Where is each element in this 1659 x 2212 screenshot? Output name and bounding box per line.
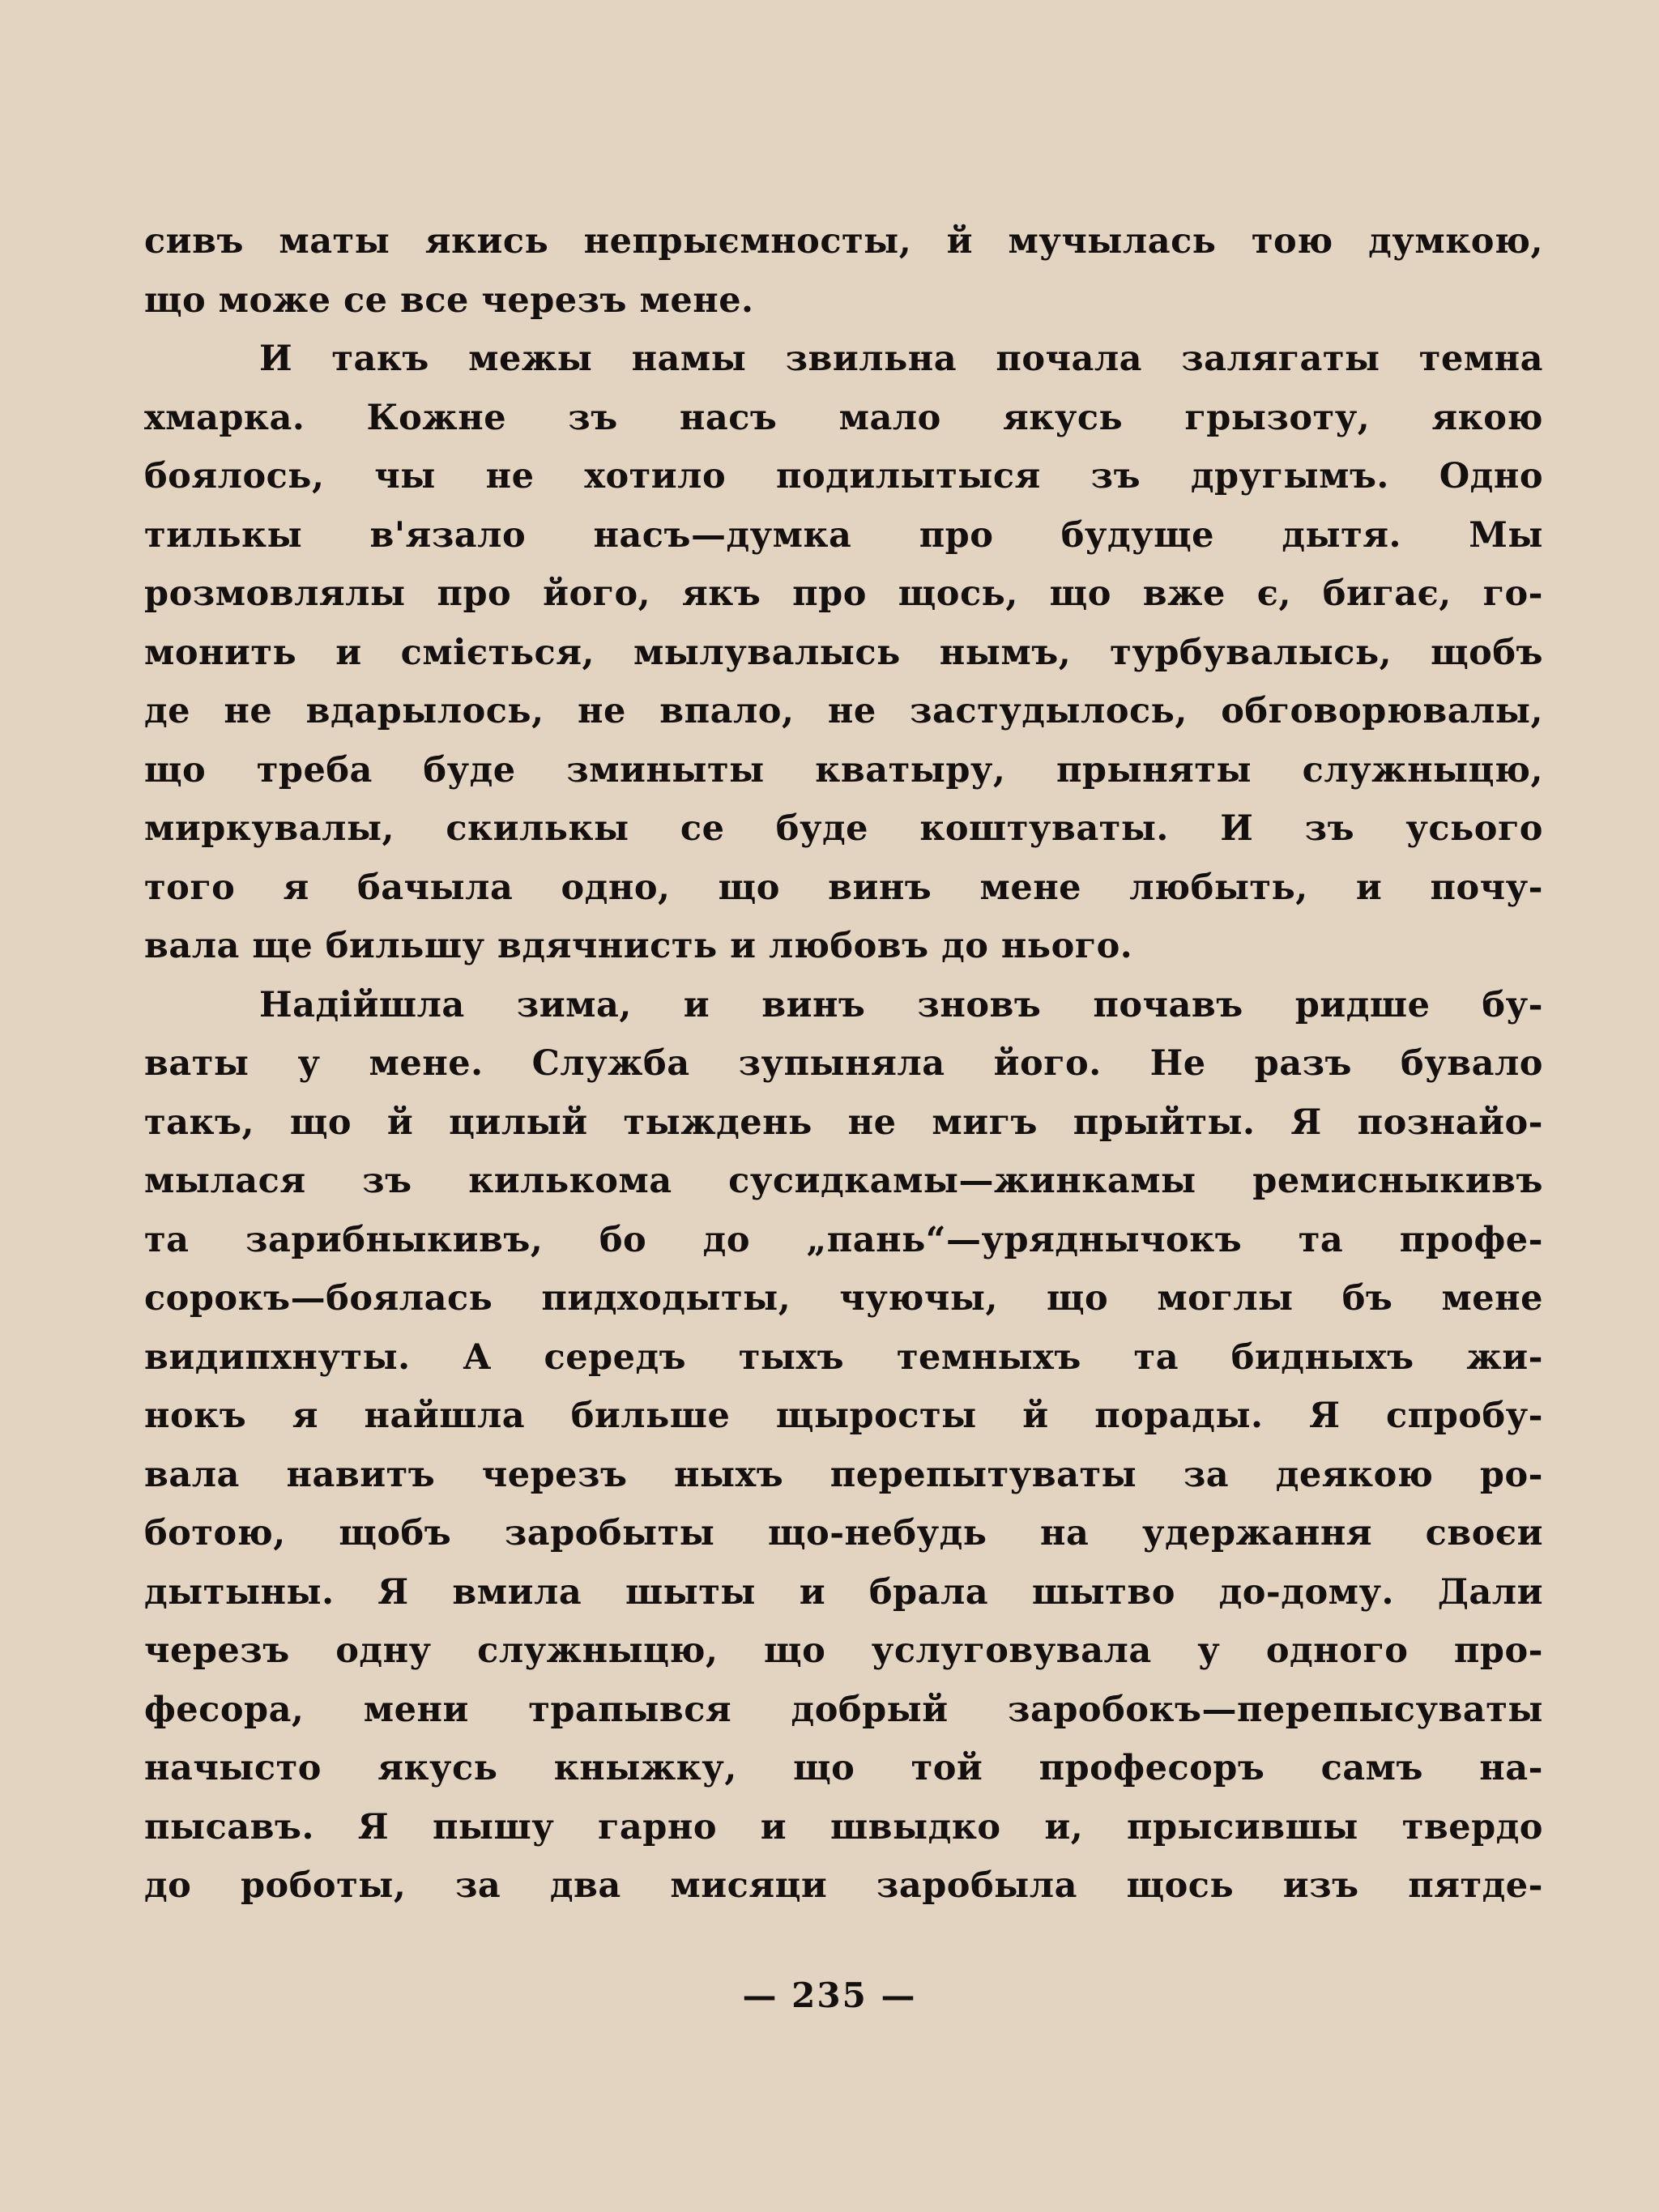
text-line: до роботы, за два мисяци заробыла щось изъ пятде-: [144, 1865, 1543, 1906]
text-line: того я бачыла одно, що винъ мене любыть, и почу-: [144, 867, 1543, 908]
text-line: ботою, щобъ заробыты що-небудь на удержання своєи: [144, 1513, 1543, 1554]
text-line: дытыны. Я вмила шыты и брала шытво до-дому. Дали: [144, 1571, 1543, 1613]
text-line: мылася зъ килькома сусидкамы—жинкамы ремисныкивъ: [144, 1161, 1543, 1201]
text-line: та зарибныкивъ, бо до „пань“—уряднычокъ та профе-: [144, 1219, 1543, 1260]
text-line: Надійшла зима, и винъ зновъ почавъ ридше бу-: [259, 984, 1543, 1025]
text-line: вала ще бильшу вдячнисть и любовъ до нього.: [144, 926, 1133, 966]
text-line: такъ, що й цилый тыждень не мигъ прыйты. Я познайо-: [144, 1102, 1543, 1143]
text-line: видипхнуты. А середъ тыхъ темныхъ та бидныхъ жи-: [144, 1336, 1543, 1378]
text-line: И такъ межы намы звильна почала залягаты темна: [259, 339, 1543, 379]
text-line: фесора, мени трапывся добрый заробокъ—перепысуваты: [144, 1689, 1543, 1730]
text-line: пысавъ. Я пышу гарно и швыдко и, прысившы твердо: [144, 1806, 1543, 1848]
page-number: — 235 —: [742, 1975, 917, 2015]
text-line: сивъ маты якись непрыємносты, й мучылась тою думкою,: [144, 221, 1543, 262]
text-line: начысто якусь кныжку, що той професоръ самъ на-: [144, 1748, 1543, 1788]
text-line: розмовлялы про його, якъ про щось, що вже є, бигає, го-: [144, 573, 1543, 614]
text-line: що може се все черезъ мене.: [144, 279, 754, 321]
text-line: тилькы в'язало насъ—думка про будуще дытя. Мы: [144, 514, 1543, 556]
text-line: нокъ я найшла бильше щыросты й порады. Я спробу-: [144, 1396, 1543, 1436]
text-line: черезъ одну служныцю, що услуговувала у одного про-: [144, 1630, 1543, 1671]
text-line: де не вдарылось, не впало, не застудылось, обговорювалы,: [144, 691, 1543, 731]
text-line: ваты у мене. Служба зупыняла його. Не разъ бувало: [144, 1043, 1543, 1084]
text-line: сорокъ—боялась пидходыты, чуючы, що моглы бъ мене: [144, 1278, 1543, 1319]
text-line: монить и сміється, мылувалысь нымъ, турбувалысь, щобъ: [144, 632, 1543, 673]
text-line: що треба буде зминыты кватыру, прыняты служныцю,: [144, 749, 1543, 791]
body-text: [144, 212, 1543, 1916]
text-line: вала навитъ черезъ ныхъ перепытуваты за деякою ро-: [144, 1454, 1543, 1495]
text-line: миркувалы, скилькы се буде коштуваты. И зъ усього: [144, 808, 1543, 849]
text-line: хмарка. Кожне зъ насъ мало якусь грызоту, якою: [144, 397, 1543, 438]
text-line: боялось, чы не хотило подилытыся зъ другымъ. Одно: [144, 456, 1543, 497]
